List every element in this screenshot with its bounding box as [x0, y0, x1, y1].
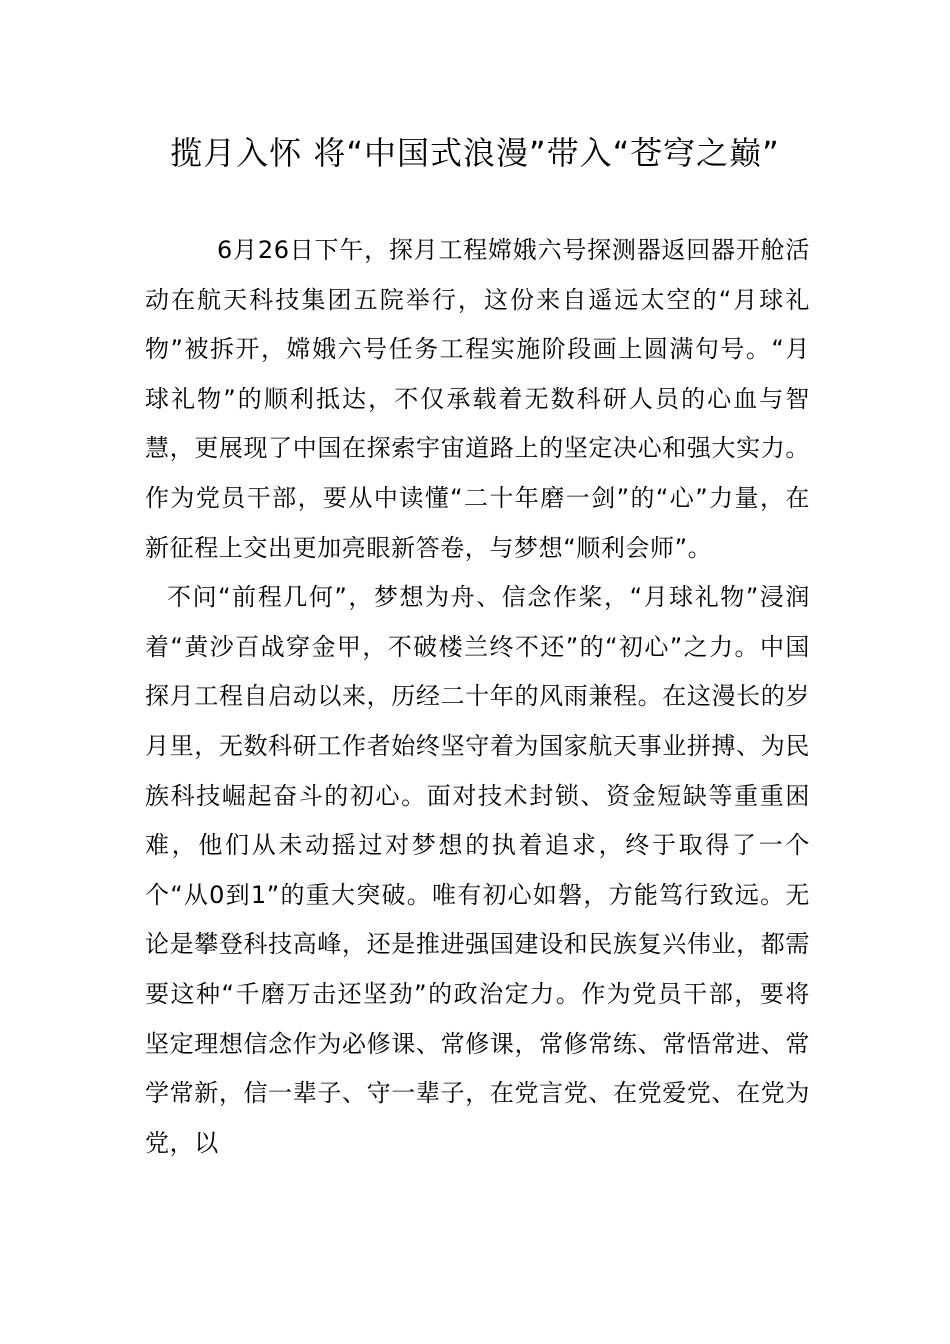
document-body — [145, 226, 810, 1168]
document-title: 揽月入怀 将“中国式浪漫”带入“苍穹之巅” — [170, 134, 780, 172]
paragraph-2: 不问“前程几何”，梦想为舟、信念作桨，“月球礼物”浸润着“黄沙百战穿金甲，不破楼兰终不还”的“初心”之力。中国探月工程自启动以来，历经二十年的风雨兼程。在这漫长的岁月里，无数科研工作者始终坚守着为国家航天事业拼搏、为民族科技崛起奋斗的初心。面对技术封锁、资金短缺等重重困难，他们从未动摇过对梦想的执着追求，终于取得了一个个“从0到1”的重大突破。唯有初心如磐，方能笃行致远。无论是攀登科技高峰，还是推进强国建设和民族复兴伟业，都需要这种“千磨万击还坚劲”的政治定力。作为党员干部，要将坚定理想信念作为必修课、常修课，常修常练、常悟常进、常学常新，信一辈子、守一辈子，在党言党、在党爱党、在党为党，以 — [145, 583, 810, 1157]
paragraph-1: 6月26日下午，探月工程嫦娥六号探测器返回器开舱活动在航天科技集团五院举行，这份来自遥远太空的“月球礼物”被拆开，嫦娥六号任务工程实施阶段画上圆满句号。“月球礼物”的顺利抵达，不仅承载着无数科研人员的心血与智慧，更展现了中国在探索宇宙道路上的坚定决心和强大实力。作为党员干部，要从中读懂“二十年磨一剑”的“心”力量，在新征程上交出更加亮眼新答卷，与梦想“顺利会师”。 — [145, 236, 810, 562]
